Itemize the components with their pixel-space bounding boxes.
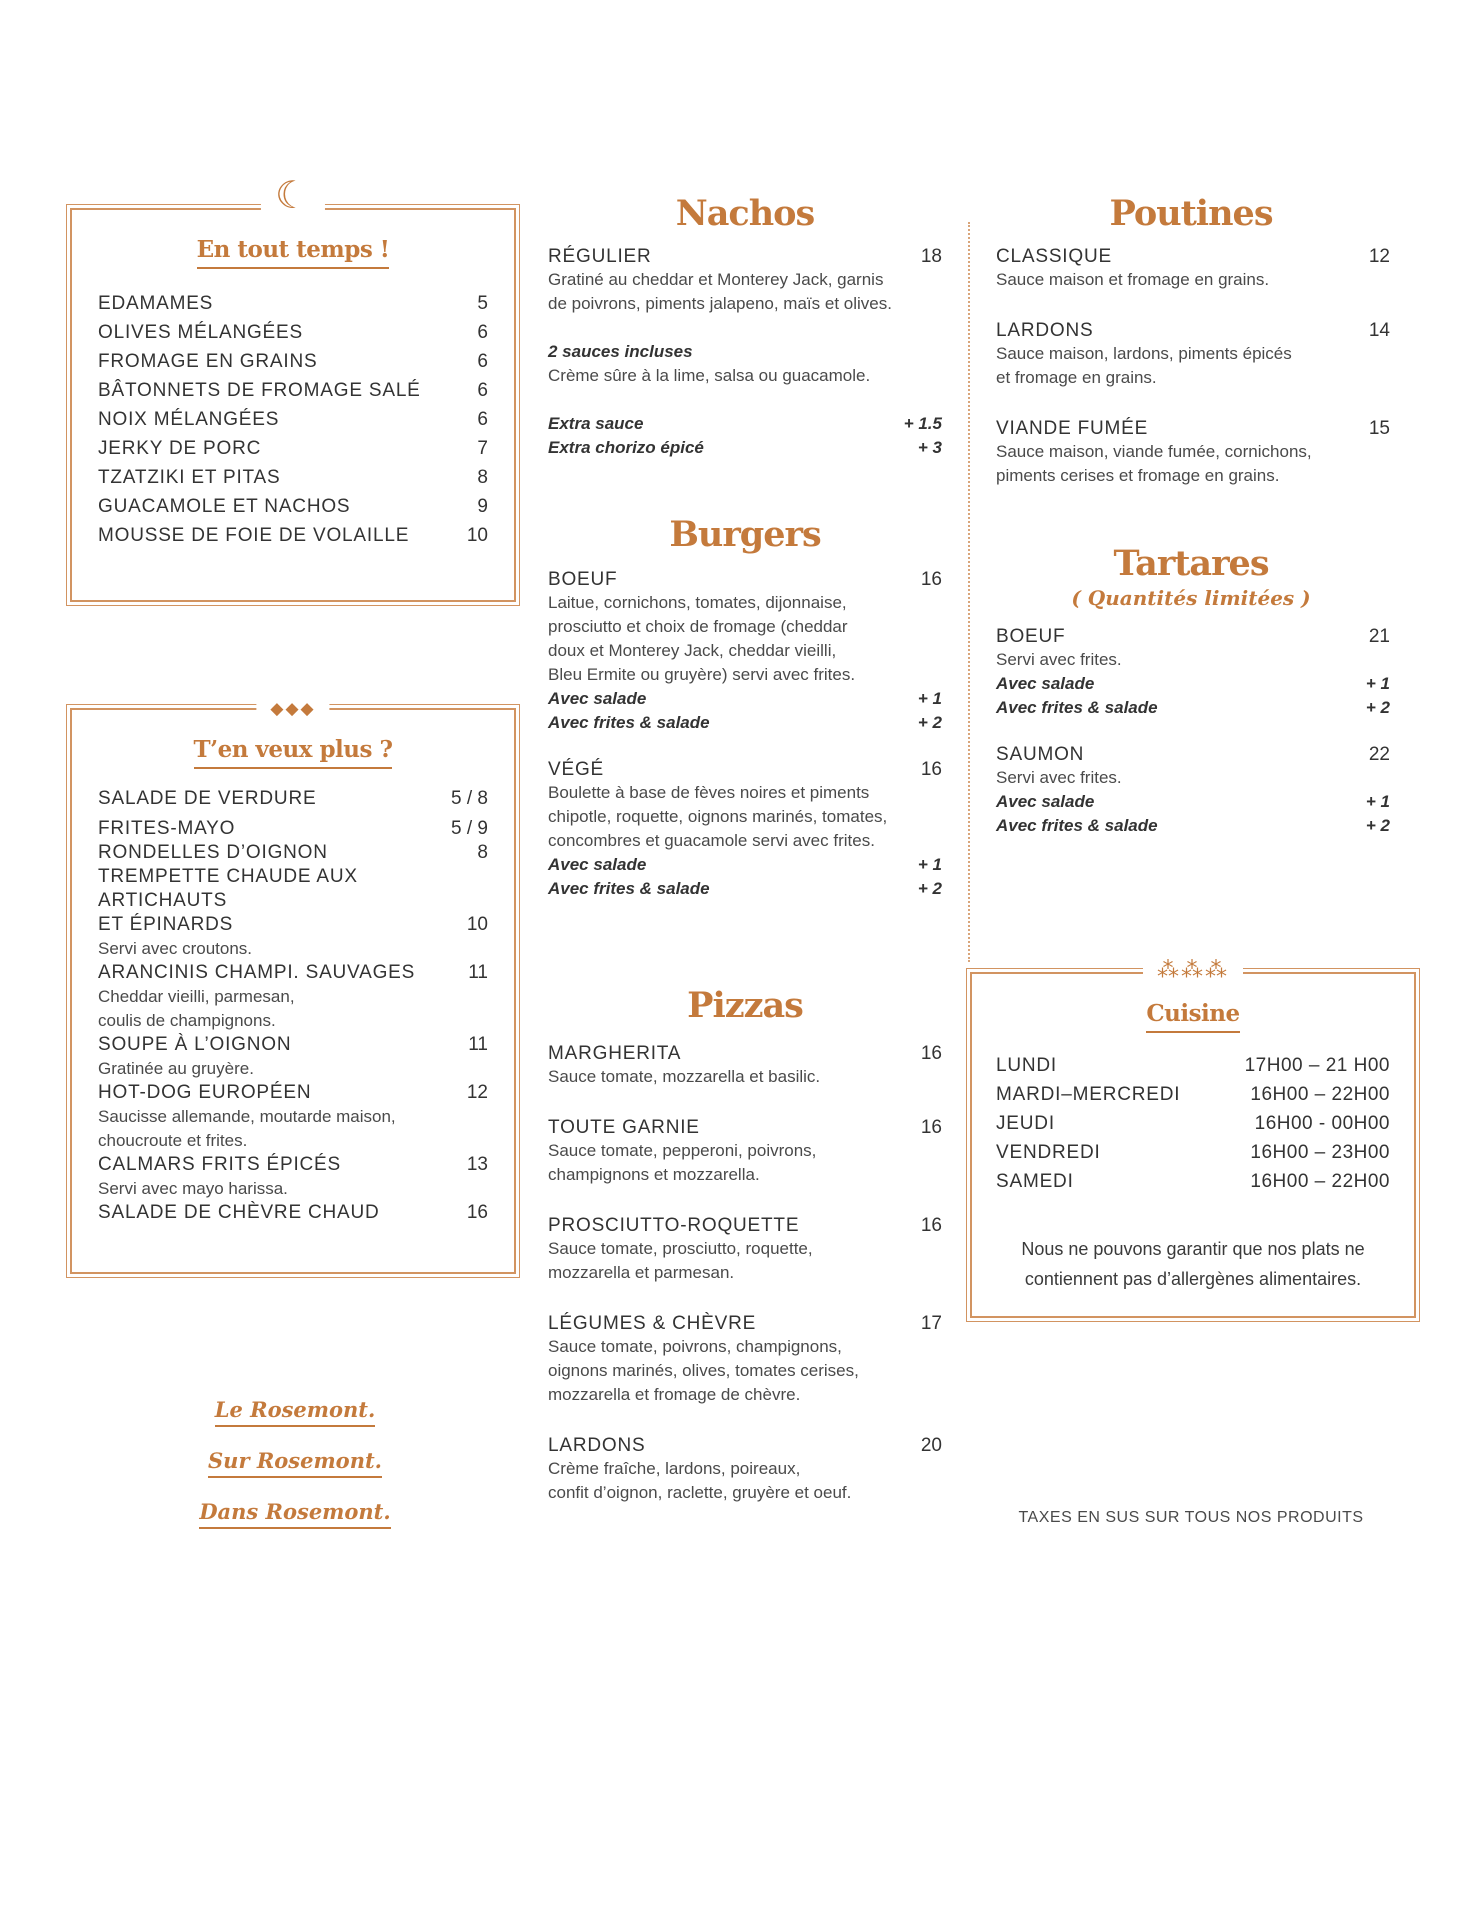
item-row <box>98 492 488 521</box>
taxes-notice: TAXES EN SUS SUR TOUS NOS PRODUITS <box>1018 1509 1364 1526</box>
item-desc: Sauce tomate, mozzarella et basilic. <box>548 1067 821 1086</box>
option-price: + 1 <box>917 689 942 708</box>
item-name: BÂTONNETS DE FROMAGE SALÉ <box>98 380 421 401</box>
menu-item <box>548 1215 942 1285</box>
time-range: 17H00 – 21 H00 <box>1244 1055 1390 1076</box>
hours-row <box>996 1167 1390 1196</box>
option-price: + 1 <box>1365 674 1390 693</box>
item-price: 16 <box>920 1043 942 1064</box>
item-row <box>996 246 1390 268</box>
item-desc: Bleu Ermite ou gruyère) servi avec frites. <box>548 665 856 684</box>
item-desc: Servi avec frites. <box>996 650 1122 669</box>
nachos-section <box>548 246 942 460</box>
item-row <box>98 1201 488 1225</box>
option-label: Avec frites & salade <box>996 816 1158 835</box>
hours-row <box>996 1138 1390 1167</box>
item-name: FRITES-MAYO <box>98 818 236 839</box>
item-name: MARGHERITA <box>548 1043 682 1064</box>
item-row <box>548 1435 942 1457</box>
day-label: VENDREDI <box>996 1142 1101 1163</box>
snack-list <box>72 269 514 550</box>
item-desc: Gratiné au cheddar et Monterey Jack, garnis <box>548 270 884 289</box>
item-name: VÉGÉ <box>548 759 604 780</box>
item-desc: Saucisse allemande, moutarde maison, <box>98 1107 396 1126</box>
item-name: LARDONS <box>548 1435 646 1456</box>
item-desc: Sauce tomate, pepperoni, poivrons, <box>548 1141 817 1160</box>
menu-item <box>548 1043 942 1089</box>
item-price: 17 <box>920 1313 942 1334</box>
item-desc: Sauce maison et fromage en grains. <box>996 270 1270 289</box>
burgers-section <box>548 569 942 901</box>
extra-label: Extra sauce <box>548 414 644 433</box>
item-price: 5 / 9 <box>451 818 488 839</box>
item-desc: Crème fraîche, lardons, poireaux, <box>548 1459 801 1478</box>
poutines-section <box>996 246 1390 516</box>
item-price: 13 <box>466 1154 488 1175</box>
option-label: Avec salade <box>548 689 647 708</box>
menu-item <box>548 1313 942 1407</box>
box-title: Cuisine <box>972 1000 1414 1033</box>
item-desc: mozzarella et parmesan. <box>548 1263 735 1282</box>
day-label: JEUDI <box>996 1113 1055 1134</box>
item-price: 6 <box>477 322 488 343</box>
item-desc: piments cerises et fromage en grains. <box>996 466 1280 485</box>
day-label: SAMEDI <box>996 1171 1074 1192</box>
box-cuisine <box>970 957 1416 1318</box>
item-desc: concombres et guacamole servi avec frites. <box>548 831 875 850</box>
menu-item <box>996 246 1390 292</box>
poutines-title: Poutines <box>1109 193 1273 234</box>
option-price: + 1 <box>917 855 942 874</box>
item-price: 8 <box>477 467 488 488</box>
ornament-icon: ⁂⁂⁂ <box>1143 954 1243 986</box>
menu-item <box>548 1435 942 1505</box>
item-name: SALADE DE VERDURE <box>98 788 317 809</box>
item-name: CLASSIQUE <box>996 246 1112 267</box>
slogan-2: Sur Rosemont. <box>185 1448 405 1478</box>
item-price: 16 <box>920 1215 942 1236</box>
diamonds-icon: ◆◆◆ <box>256 693 329 725</box>
item-desc: Laitue, cornichons, tomates, dijonnaise, <box>548 593 847 612</box>
item-desc: Sauce tomate, prosciutto, roquette, <box>548 1239 813 1258</box>
option-label: Avec frites & salade <box>548 879 710 898</box>
item-row <box>98 347 488 376</box>
item-desc: Sauce tomate, poivrons, champignons, <box>548 1337 842 1356</box>
item-price: 12 <box>1368 246 1390 267</box>
item-price: 6 <box>477 409 488 430</box>
item-price: 16 <box>920 569 942 590</box>
item-name: GUACAMOLE ET NACHOS <box>98 496 351 517</box>
time-range: 16H00 – 23H00 <box>1250 1142 1390 1163</box>
item-price: 10 <box>466 525 488 546</box>
moon-icon: ☾ <box>261 180 325 212</box>
item-row <box>98 1033 488 1057</box>
item-desc: Gratinée au gruyère. <box>98 1059 254 1078</box>
item-row <box>98 521 488 550</box>
item-desc: chipotle, roquette, oignons marinés, tomates, <box>548 807 888 826</box>
item-name: OLIVES MÉLANGÉES <box>98 322 303 343</box>
item-desc: mozzarella et fromage de chèvre. <box>548 1385 801 1404</box>
item-row <box>98 376 488 405</box>
item-row <box>98 434 488 463</box>
option-price: + 2 <box>1365 816 1390 835</box>
item-desc: Servi avec croutons. <box>98 939 253 958</box>
hours-list <box>972 1033 1414 1196</box>
option-price: + 1 <box>1365 792 1390 811</box>
hours-row <box>996 1051 1390 1080</box>
pizzas-section <box>548 1043 942 1533</box>
sauces-label: 2 sauces incluses <box>548 342 693 361</box>
tartares-section <box>996 626 1390 838</box>
option-price: + 2 <box>1365 698 1390 717</box>
item-row <box>98 463 488 492</box>
item-desc: Sauce maison, lardons, piments épicés <box>996 344 1292 363</box>
hours-row <box>996 1080 1390 1109</box>
item-row <box>98 1153 488 1177</box>
item-price: 20 <box>920 1435 942 1456</box>
box-title: En tout temps ! <box>72 236 514 269</box>
item-price: 15 <box>1368 418 1390 439</box>
burgers-title: Burgers <box>669 514 821 555</box>
item-name: PROSCIUTTO-ROQUETTE <box>548 1215 800 1236</box>
item-row <box>98 318 488 347</box>
item-price: 21 <box>1368 626 1390 647</box>
option-label: Avec frites & salade <box>996 698 1158 717</box>
item-price: 14 <box>1368 320 1390 341</box>
item-row <box>548 1117 942 1139</box>
sauces-desc: Crème sûre à la lime, salsa ou guacamole. <box>548 366 871 385</box>
item-name: VIANDE FUMÉE <box>996 418 1149 439</box>
item-price: 8 <box>477 842 488 863</box>
column-divider <box>968 222 970 962</box>
item-name: SAUMON <box>996 744 1085 765</box>
hours-row <box>996 1109 1390 1138</box>
slogan-1: Le Rosemont. <box>185 1397 405 1427</box>
nachos-title: Nachos <box>675 193 815 234</box>
item-price: 11 <box>468 1034 488 1055</box>
item-price: 6 <box>477 380 488 401</box>
item-price: 16 <box>466 1202 488 1223</box>
item-name: SALADE DE CHÈVRE CHAUD <box>98 1202 380 1223</box>
item-row <box>996 418 1390 440</box>
item-name: MOUSSE DE FOIE DE VOLAILLE <box>98 525 410 546</box>
item-name: BOEUF <box>548 569 618 590</box>
sides-list <box>72 769 514 1225</box>
item-price: 16 <box>920 1117 942 1138</box>
item-name: RONDELLES D’OIGNON <box>98 842 328 863</box>
item-row <box>98 1081 488 1105</box>
item-name: LÉGUMES & CHÈVRE <box>548 1313 757 1334</box>
box-title: T’en veux plus ? <box>72 736 514 769</box>
pizzas-title: Pizzas <box>687 985 803 1026</box>
box-en-tout-temps <box>70 175 516 602</box>
item-desc: de poivrons, piments jalapeno, maïs et olives. <box>548 294 892 313</box>
menu-item <box>548 1117 942 1187</box>
item-name: EDAMAMES <box>98 293 214 314</box>
item-name: NOIX MÉLANGÉES <box>98 409 280 430</box>
item-row <box>98 289 488 318</box>
day-label: MARDI–MERCREDI <box>996 1084 1181 1105</box>
option-label: Avec frites & salade <box>548 713 710 732</box>
menu-item <box>996 320 1390 390</box>
item-name: FROMAGE EN GRAINS <box>98 351 318 372</box>
allergen-notice <box>972 1234 1414 1294</box>
allergen-line: Nous ne pouvons garantir que nos plats ne <box>1021 1239 1365 1259</box>
item-price: 10 <box>466 914 488 935</box>
item-name: HOT-DOG EUROPÉEN <box>98 1082 312 1103</box>
slogan-3: Dans Rosemont. <box>185 1499 405 1529</box>
tartares-subtitle: ( Quantités limitées ) <box>1071 586 1311 610</box>
item-desc: confit d’oignon, raclette, gruyère et oeuf. <box>548 1483 852 1502</box>
item-name: ET ÉPINARDS <box>98 914 234 935</box>
item-desc: Servi avec mayo harissa. <box>98 1179 288 1198</box>
item-desc: doux et Monterey Jack, cheddar vieilli, <box>548 641 837 660</box>
item-row <box>98 405 488 434</box>
item-price: 18 <box>920 246 942 267</box>
option-label: Avec salade <box>548 855 647 874</box>
option-price: + 2 <box>917 879 942 898</box>
time-range: 16H00 – 22H00 <box>1250 1084 1390 1105</box>
item-price: 7 <box>477 438 488 459</box>
item-row <box>996 320 1390 342</box>
box-en-veux-plus <box>70 699 516 1274</box>
allergen-line: contiennent pas d’allergènes alimentaires. <box>1024 1269 1362 1289</box>
item-price: 12 <box>466 1082 488 1103</box>
item-desc: choucroute et frites. <box>98 1131 248 1150</box>
item-row <box>548 1215 942 1237</box>
item-name: CALMARS FRITS ÉPICÉS <box>98 1154 341 1175</box>
item-desc: prosciutto et choix de fromage (cheddar <box>548 617 848 636</box>
item-name: SOUPE À L’OIGNON <box>98 1034 292 1055</box>
item-name: TREMPETTE CHAUDE AUX ARTICHAUTS <box>98 866 358 911</box>
time-range: 16H00 - 00H00 <box>1254 1113 1390 1134</box>
item-row <box>98 961 488 985</box>
item-name: RÉGULIER <box>548 246 652 267</box>
item-name: ARANCINIS CHAMPI. SAUVAGES <box>98 962 416 983</box>
option-label: Avec salade <box>996 674 1095 693</box>
item-row <box>548 1043 942 1065</box>
option-label: Avec salade <box>996 792 1095 811</box>
item-name: LARDONS <box>996 320 1094 341</box>
item-name: TZATZIKI ET PITAS <box>98 467 281 488</box>
tartares-title: Tartares <box>1113 543 1269 584</box>
item-desc: oignons marinés, olives, tomates cerises, <box>548 1361 859 1380</box>
item-row <box>98 913 488 937</box>
item-desc: coulis de champignons. <box>98 1011 276 1030</box>
item-price: 11 <box>468 962 488 983</box>
item-price: 16 <box>920 759 942 780</box>
item-desc: Sauce maison, viande fumée, cornichons, <box>996 442 1312 461</box>
item-name: JERKY DE PORC <box>98 438 262 459</box>
item-price: 6 <box>477 351 488 372</box>
menu-item <box>996 418 1390 488</box>
item-name: TOUTE GARNIE <box>548 1117 700 1138</box>
item-price: 22 <box>1368 744 1390 765</box>
item-price: 5 / 8 <box>451 788 488 809</box>
item-desc: et fromage en grains. <box>996 368 1157 387</box>
option-price: + 2 <box>917 713 942 732</box>
item-name: BOEUF <box>996 626 1066 647</box>
item-desc: Cheddar vieilli, parmesan, <box>98 987 295 1006</box>
extra-price: + 1.5 <box>903 414 942 433</box>
time-range: 16H00 – 22H00 <box>1250 1171 1390 1192</box>
item-desc: Boulette à base de fèves noires et piments <box>548 783 870 802</box>
extra-price: + 3 <box>917 438 942 457</box>
item-price: 5 <box>477 293 488 314</box>
item-row <box>548 1313 942 1335</box>
item-row <box>98 841 488 865</box>
extra-label: Extra chorizo épicé <box>548 438 704 457</box>
item-price: 9 <box>477 496 488 517</box>
item-row <box>98 787 488 811</box>
item-desc: Servi avec frites. <box>996 768 1122 787</box>
day-label: LUNDI <box>996 1055 1058 1076</box>
item-desc: champignons et mozzarella. <box>548 1165 760 1184</box>
item-row <box>98 817 488 841</box>
